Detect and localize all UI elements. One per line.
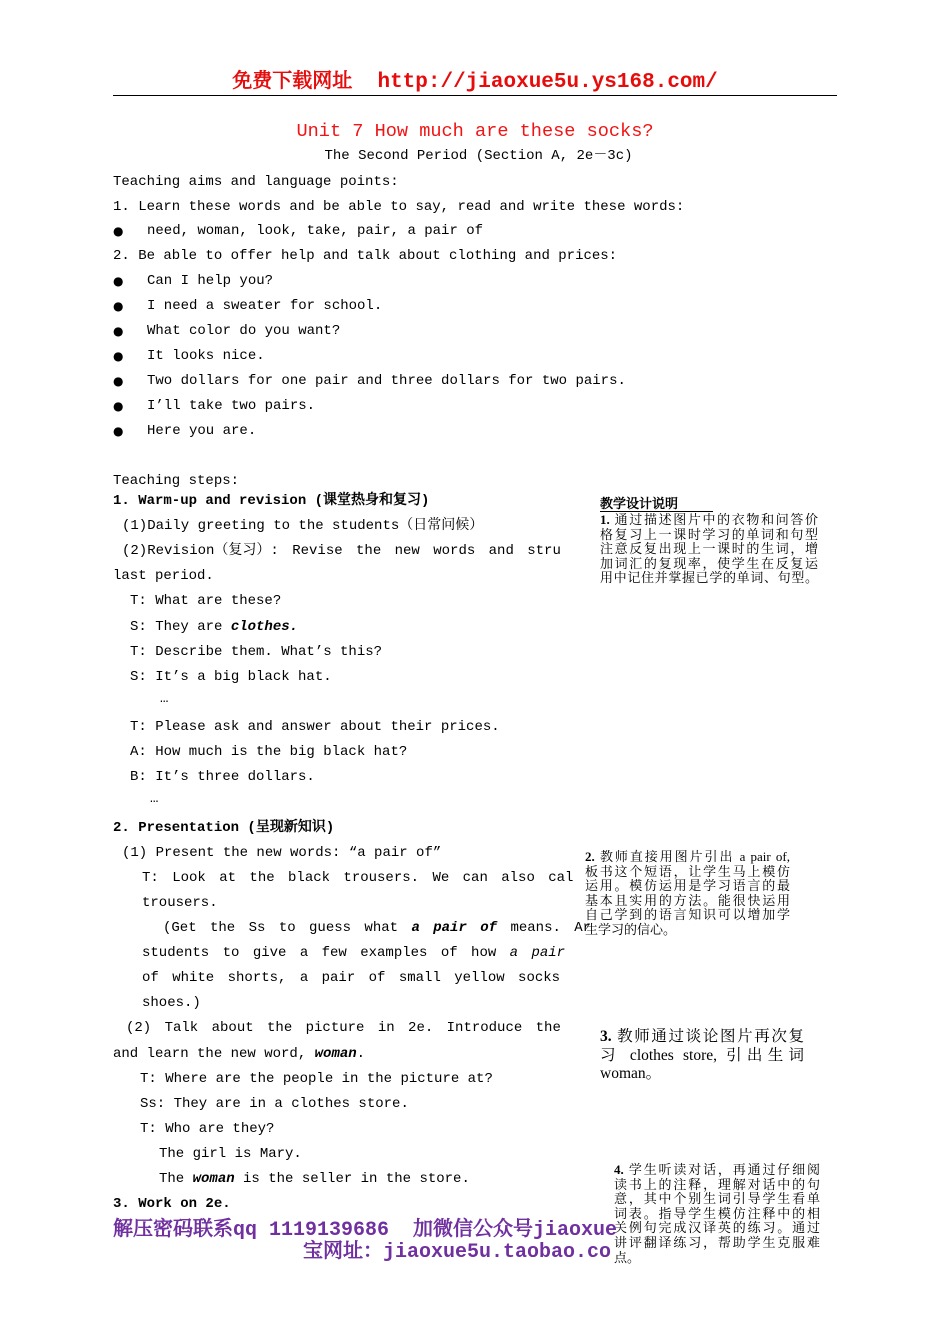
target-sentence: Two dollars for one pair and three dollars for two pairs.: [147, 373, 626, 389]
answer-line: [159, 1170, 470, 1188]
dialog-line: T: Describe them. What’s this?: [130, 644, 383, 660]
examples-line: shoes.): [142, 995, 201, 1011]
lesson-subtitle: The Second Period (Section A, 2e－3c): [324, 148, 633, 164]
note-line: 注意反复出现上一课时的生词，增: [600, 541, 818, 557]
note-number: 2.: [585, 849, 595, 864]
note-line: 用中记住并掌握已学的单词、句型。: [600, 570, 818, 586]
note-number: 3.: [600, 1028, 612, 1045]
note-line: [585, 850, 790, 865]
warmup-revision-cont: last period.: [113, 568, 214, 584]
bullet-icon: ●: [113, 424, 124, 438]
notes-heading: 教学设计说明: [600, 497, 713, 512]
work-title: 3. Work on 2e.: [113, 1196, 231, 1212]
dialog-line: B: It’s three dollars.: [130, 769, 315, 785]
bullet-icon: ●: [113, 374, 124, 388]
part2-learn: [113, 1045, 365, 1063]
note-line: 点。: [614, 1249, 641, 1265]
target-sentence: It looks nice.: [147, 348, 265, 364]
ellipsis: …: [150, 791, 159, 807]
note-4: [614, 1163, 820, 1265]
dialog-line: S: It’s a big black hat.: [130, 669, 332, 685]
part2-intro: (2) Talk about the picture in 2e. Introduce the: [126, 1020, 561, 1036]
note-line: 关例句完成汉译英的练习。通过: [614, 1220, 820, 1236]
learn-emphasis: woman: [314, 1046, 357, 1062]
answer-line: The girl is Mary.: [159, 1146, 302, 1162]
note-line: 自己学到的语言知识可以增加学: [585, 907, 790, 923]
dialog-line: T: Who are they?: [140, 1121, 275, 1137]
dialog-text: S: They are: [130, 619, 231, 635]
note-2: [585, 850, 790, 938]
target-sentence: What color do you want?: [147, 323, 341, 339]
note-text: 教师通过谈论图片再次复: [617, 1028, 804, 1045]
note-text: 通过描述图片中的衣物和问答价: [614, 512, 818, 527]
presentation-title: 2. Presentation (呈现新知识): [113, 820, 335, 836]
guess-emphasis: a pair of: [411, 920, 498, 936]
learn-text: and learn the new word,: [113, 1046, 315, 1062]
download-banner: [0, 67, 950, 96]
note-line: 板书这个短语，让学生马上模仿: [585, 863, 790, 879]
dialog-line: T: Where are the people in the picture at?: [140, 1071, 493, 1087]
vocabulary-list: need, woman, look, take, pair, a pair of: [147, 223, 484, 239]
note-line: woman。: [600, 1065, 662, 1082]
note-line: 运用。模仿运用是学习语言的最: [585, 878, 790, 894]
steps-heading: Teaching steps:: [113, 473, 240, 489]
bullet-icon: ●: [113, 349, 124, 363]
guess-instruction: [163, 919, 592, 937]
note-number: 4.: [614, 1162, 624, 1177]
note-number: 1.: [600, 512, 610, 527]
bullet-icon: ●: [113, 324, 124, 338]
warmup-revision: (2)Revision（复习）: Revise the new words and stru: [122, 543, 561, 559]
dialog-line: [130, 618, 298, 636]
footer-shop: 宝网址：jiaoxue5u.taobao.co: [303, 1241, 612, 1264]
note-line: 意，其中个别生词引导学生看单: [614, 1191, 820, 1207]
bullet-icon: ●: [113, 399, 124, 413]
note-line: 基本且实用的方法。能很快运用: [585, 892, 790, 908]
presentation-intro: (1) Present the new words: “a pair of”: [122, 845, 442, 861]
bullet-icon: ●: [113, 299, 124, 313]
examples-text: students to give a few examples of how: [142, 945, 510, 961]
answer-emphasis: woman: [192, 1171, 235, 1187]
note-text: 学生听读对话，再通过仔细阅: [628, 1162, 820, 1177]
learn-text-after: .: [356, 1046, 366, 1062]
warmup-title: 1. Warm-up and revision (课堂热身和复习): [113, 493, 430, 509]
target-sentence: I need a sweater for school.: [147, 298, 383, 314]
dialog-line: T: Please ask and answer about their prices.: [130, 719, 500, 735]
examples-line: [142, 944, 567, 962]
lesson-title: Unit 7 How much are these socks?: [296, 121, 654, 142]
answer-text-after: is the seller in the store.: [234, 1171, 470, 1187]
dialog-emphasis: clothes.: [230, 619, 299, 635]
note-line: 加词汇的复现率，使学生在反复运: [600, 555, 818, 571]
note-line: 读书上的注释，理解对话中的句: [614, 1176, 820, 1192]
dialog-line: T: What are these?: [130, 593, 282, 609]
ellipsis: …: [160, 691, 169, 707]
note-line: 习 clothes store, 引出生词: [600, 1046, 804, 1064]
teacher-line: T: Look at the black trousers. We can also cal: [142, 870, 574, 886]
guess-text: (Get the Ss to guess what: [163, 920, 412, 936]
note-line: [600, 1028, 804, 1047]
examples-line: of white shorts, a pair of small yellow socks: [142, 970, 561, 986]
dialog-line: A: How much is the big black hat?: [130, 744, 408, 760]
note-line: 生学习的信心。: [585, 921, 677, 937]
note-text: 教师直接用图片引出 a pair of,: [599, 849, 790, 864]
note-line: [600, 513, 818, 528]
note-line: 讲评翻译练习，帮助学生克服难: [614, 1234, 820, 1250]
bullet-icon: ●: [113, 274, 124, 288]
target-sentence: I’ll take two pairs.: [147, 398, 316, 414]
target-sentence: Here you are.: [147, 423, 257, 439]
note-line: [614, 1163, 820, 1178]
dialog-line: Ss: They are in a clothes store.: [140, 1096, 409, 1112]
examples-emphasis: a pair: [509, 945, 566, 961]
note-line: 词表。指导学生模仿注释中的相: [614, 1205, 820, 1221]
aims-point-2: 2. Be able to offer help and talk about clothing and prices:: [113, 248, 618, 264]
bullet-icon: ●: [113, 224, 124, 238]
teacher-line-cont: trousers.: [142, 895, 218, 911]
aims-heading: Teaching aims and language points:: [113, 174, 399, 190]
answer-text: The: [159, 1171, 193, 1187]
download-label: 免费下载网址: [232, 68, 353, 92]
footer-contact: 解压密码联系qq 1119139686 加微信公众号jiaoxue: [113, 1219, 618, 1242]
note-line: 格复习上一课时学习的单词和句型: [600, 526, 818, 542]
header-rule: [113, 95, 837, 96]
aims-point-1: 1. Learn these words and be able to say, read and write these words:: [113, 199, 685, 215]
note-1: [600, 513, 818, 586]
note-3: [600, 1028, 804, 1084]
target-sentence: Can I help you?: [147, 273, 274, 289]
warmup-greeting: (1)Daily greeting to the students（日常问候）: [122, 518, 484, 534]
guess-text-after: means. Ar: [497, 920, 592, 936]
download-url: http://jiaoxue5u.ys168.com/: [377, 71, 718, 94]
